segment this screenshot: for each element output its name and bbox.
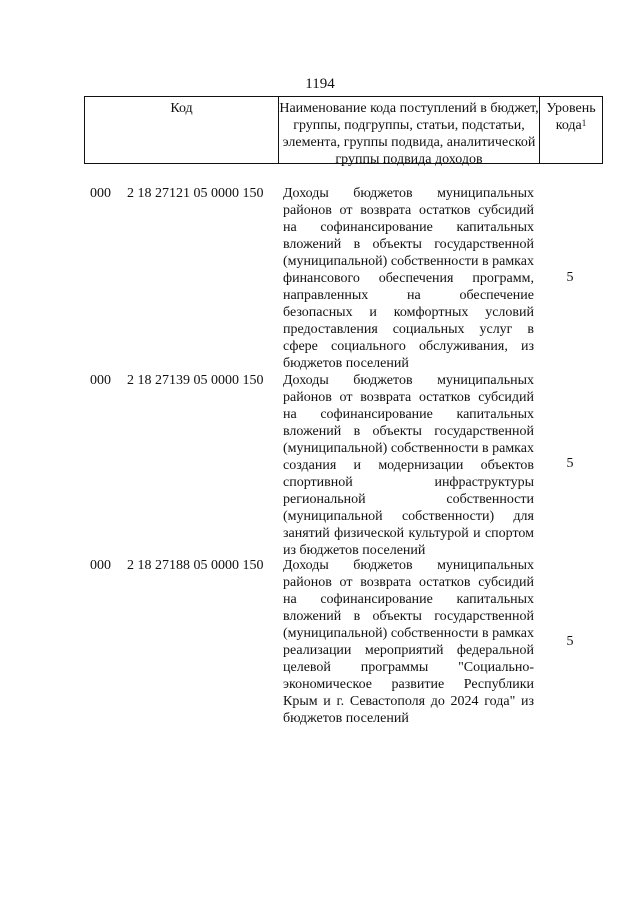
row-level: 5 xyxy=(566,270,574,285)
row-code: 2 18 27121 05 0000 150 xyxy=(127,186,264,201)
row-name: Доходы бюджетов муниципальных районов от возврата остатков субсидий на софинансирование капитальных вложений в объекты государственной (муниципальной) собственности в рамках создания и модернизации объектов спортивной инфраструктуры региональной собственности (муниципальной собственности) для занятий физической культурой и спортом из бюджетов поселений xyxy=(283,373,534,558)
row-prefix: 000 xyxy=(90,186,111,201)
header-level-label: Уровень кода xyxy=(546,101,596,133)
row-prefix: 000 xyxy=(90,373,111,388)
row-level: 5 xyxy=(566,456,574,471)
table-header xyxy=(84,96,603,167)
row-level: 5 xyxy=(566,634,574,649)
row-code: 2 18 27188 05 0000 150 xyxy=(127,558,264,573)
row-prefix: 000 xyxy=(90,558,111,573)
row-name: Доходы бюджетов муниципальных районов от возврата остатков субсидий на софинансирование капитальных вложений в объекты государственной (муниципальной) собственности в рамках финансового обеспечения программ, направленных на обеспечение безопасных и комфортных условий предоставления социальных услуг в сфере социального обслуживания, из бюджетов поселений xyxy=(283,186,534,371)
header-name: Наименование кода поступлений в бюджет, группы, подгруппы, статьи, подстатьи, элемента, группы подвида, аналитической группы подвида доходов xyxy=(279,101,539,167)
header-level xyxy=(540,100,602,134)
header-code: Код xyxy=(170,101,193,116)
row-code: 2 18 27139 05 0000 150 xyxy=(127,373,264,388)
header-level-footnote: 1 xyxy=(581,118,587,128)
row-name: Доходы бюджетов муниципальных районов от возврата остатков субсидий на софинансирование капитальных вложений в объекты государственной (муниципальной) собственности в рамках реализации мероприятий федеральной целевой программы "Социально-экономическое развитие Республики Крым и г. Севастополя до 2024 года" из бюджетов поселений xyxy=(283,558,534,726)
page-number: 1194 xyxy=(305,76,335,92)
